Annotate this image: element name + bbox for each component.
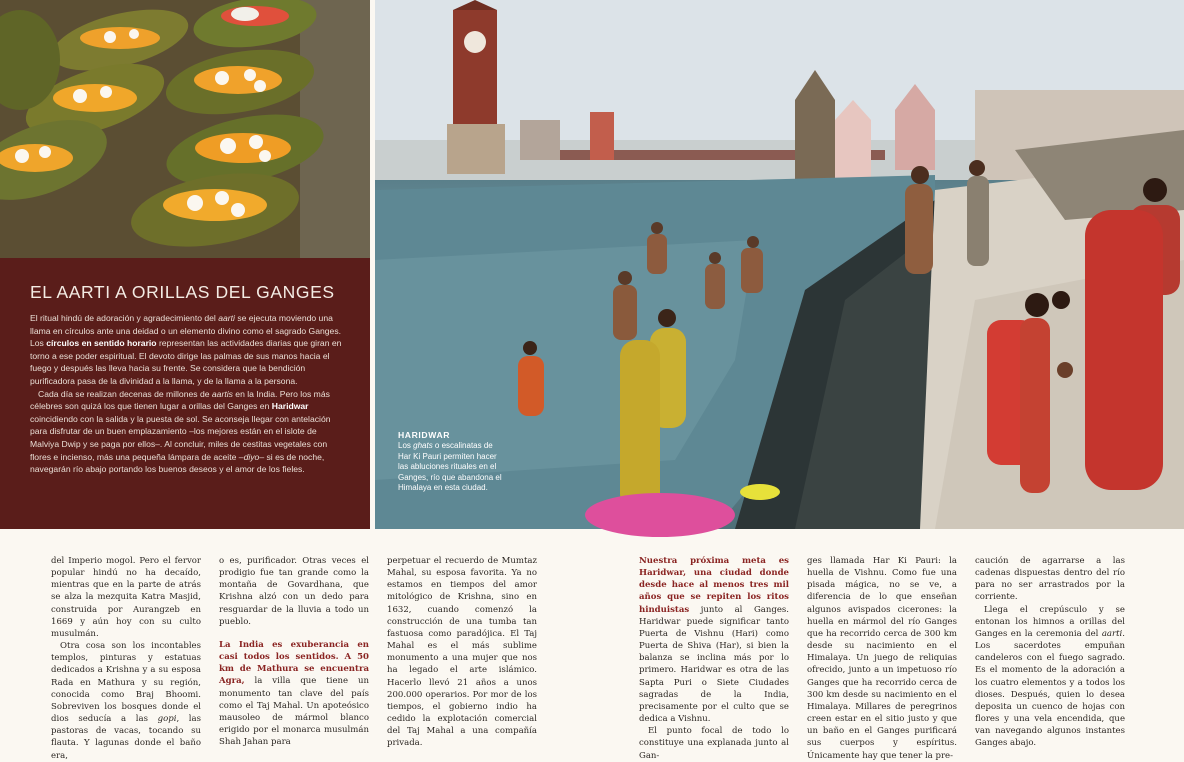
- column-2-lead-in: La India es exuberancia en casi todos los sentidos. A 50 km de Mathura se encuentra Agra,: [219, 639, 369, 687]
- column-2-paragraph-2: La India es exuberancia en casi todos los sentidos. A 50 km de Mathura se encuentra Agra, la villa que tiene un monumento tan clave del país como el Taj Mahal. Un apoteósico mausoleo de mármol blanco erigido por el monarca musulmán Shah Jahan para: [219, 639, 369, 748]
- column-5-paragraph-1: ges llamada Har Ki Pauri: la huella de Vishnu. Como fue una pisada mágica, no se ve, a diferencia de lo que enseñan algunos avispados cicerones: la huella en mármol del río Ganges que ha recorrido cerca de 300 km desde su nacimiento en el Himalaya. Un juego de reliquias ofrecido, junto a un impetuoso río Ganges que ha recorrido cerca de 300 km desde su nacimiento en el Himalaya. Millares de peregrinos creen estar en el sitio justo y que un baño en el Ganges purificará sus cuerpos y espíritus. Únicamente hay que tener la pre-: [807, 556, 957, 761]
- column-4-paragraph-1: Nuestra próxima meta es Haridwar, una ciudad donde desde hace al menos tres mil años que se repiten los ritos hinduistas junto al Ganges. Haridwar puede significar tanto Puerta de Vishnu (Hari) como Puerta de Shiva (Har), si bien la balanza se inclina más por lo primero. Haridwar es otra de las Sapta Puri o Siete Ciudades sagradas de la India, precisamente por el culto que se dedica a Vishnu.: [639, 556, 789, 725]
- text-column-6: [975, 555, 1125, 750]
- aarti-sidebar-box: [0, 258, 370, 529]
- column-1-paragraph-2: Otra cosa son los incontables templos, pinturas y estatuas dedicados a Krishna y a su esposa Rada en Mathura y su región, conocida como Braj Bhoomi. Sobreviven los bosques donde el dios seducía a las gopi, las pastoras de vacas, tocando su flauta. Y lagunas donde el baño era,: [51, 641, 201, 761]
- flower-offerings-illustration: [0, 0, 370, 258]
- column-1-paragraph-1: del Imperio mogol. Pero el fervor popular hindú no ha decaído, mientras que en la parte de atrás se alza la mezquita Katra Masjid, construida por Aurangzeb en 1669 y aún hoy con su culto musulmán.: [51, 556, 201, 639]
- text-column-3: [387, 555, 537, 750]
- column-4-lead-in: Nuestra próxima meta es Haridwar, una ciudad donde desde hace al menos tres mil años que se repiten los ritos hinduistas: [639, 556, 789, 615]
- sidebar-title: EL AARTI A ORILLAS DEL GANGES: [30, 282, 335, 302]
- photo-caption: [398, 430, 506, 493]
- text-column-2: [219, 555, 369, 748]
- column-2-paragraph-1: o es, purificador. Otras veces el prodigio fue tan grande como la montaña de Govardhana, que Krishna alzó con un dedo para resguardar de la lluvia a todo un pueblo.: [219, 556, 369, 627]
- text-column-1: [51, 555, 201, 762]
- column-6-paragraph-1: caución de agarrarse a las cadenas dispuestas dentro del río para no ser arrastrados por la corriente.: [975, 556, 1125, 603]
- column-3-paragraph-1: perpetuar el recuerdo de Mumtaz Mahal, su esposa favorita. Ya no estamos en tiempos del amor mitológico de Krishna, sino en 1632, cuando comenzó la construcción de una tumba tan fastuosa como paradójica. El Taj Mahal es el más sublime monumento a una mujer que nos ha legado el arte islámico. Hacerlo llevó 21 años a unos 200.000 operarios. Por mor de los tiempos, el gobierno indio ha cedido la explotación comercial del Taj Mahal a una compañía privada.: [387, 556, 537, 749]
- column-6-paragraph-2: Llega el crepúsculo y se entonan los himnos a orillas del Ganges en la ceremonia del aarti. Los sacerdotes empuñan candeleros con el fuego sagrado. Es el momento de la adoración a los cuatro elementos y a todos los dioses. Después, quien lo desea deposita un cuenco de hojas con flores y una vela encendida, que van navegando algunos instantes Ganges abajo.: [975, 604, 1125, 749]
- text-column-5: [807, 555, 957, 762]
- flower-offerings-photo: [0, 0, 370, 258]
- column-4-paragraph-2: El punto focal de todo lo constituye una explanada junto al Gan-: [639, 726, 789, 761]
- text-column-4: [639, 555, 789, 762]
- sidebar-paragraph-1: El ritual hindú de adoración y agradecimiento del aarti se ejecuta moviendo una llama en círculos ante una deidad o un elemento divino como el sagrado Ganges. Los círculos en sentido horario representan las actividades diarias que giran en torno a ese poder espiritual. El devoto dirige las palmas de sus manos hacia el fuego y después las lleva hacia su frente. Se considera que la bendición purificadora pasa de la divinidad a la llama, y de la llama a la persona.: [30, 313, 342, 386]
- sidebar-paragraph-2: Cada día se realizan decenas de millones de aartis en la India. Pero los más célebres son quizá los que tienen lugar a orillas del Ganges en Haridwar coincidiendo con la salida y la puesta de sol. Se aconseja llegar con antelación para disfrutar de un buen emplazamiento –los mejores están en el islote de Malviya Dwip y se paga por ellos–. Al concluir, miles de cestitas vegetales con flores e incienso, más una pequeña lámpara de aceite –diyo– si es de noche, navegarán río abajo portando los buenos deseos y el amor de los fieles.: [30, 388, 331, 475]
- caption-title: HARIDWAR: [398, 430, 451, 440]
- caption-body: Los ghats o escalinatas de Har Ki Pauri permiten hacer las abluciones rituales en el Ganges, río que abandona el Himalaya en esta ciudad.: [398, 441, 502, 493]
